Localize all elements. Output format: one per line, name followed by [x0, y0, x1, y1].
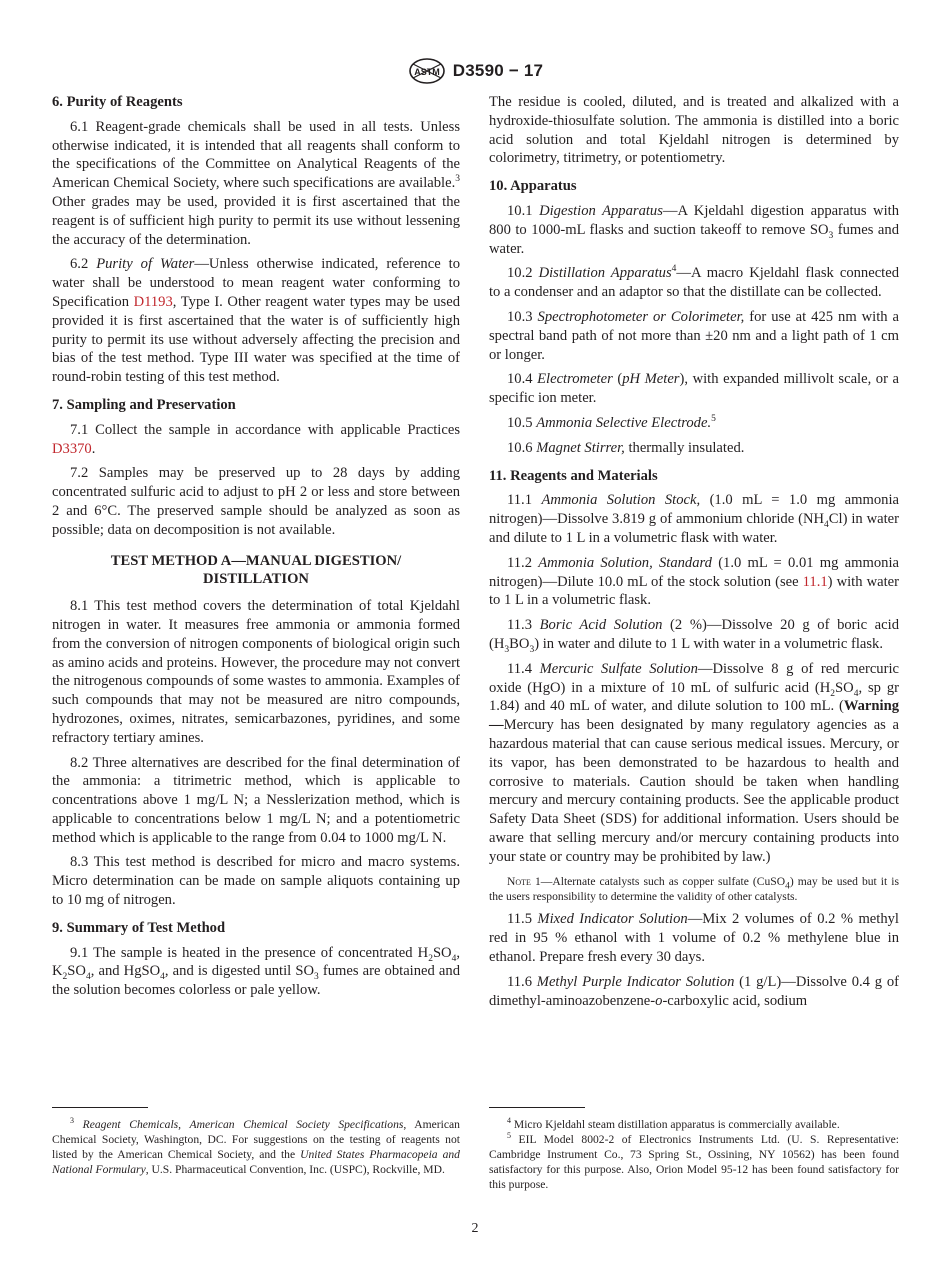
paragraph: 6.2 Purity of Water—Unless otherwise indicated, reference to water shall be understood to mean reagent water conforming to Specification D1193, Type I. Other reagent water types may be used provided it is first ascertained that the water is of sufficiently high purity to permit its use without adversely affecting the precision and bias of the test method. Type III water was specified at the time of round-robin testing of this test method. — [52, 256, 460, 386]
footnotes-right — [489, 1117, 899, 1192]
paragraph: 11.3 Boric Acid Solution (2 %)—Dissolve 20 g of boric acid $(H_3BO_3)$ in water and dilute to 1 L with water in a volumetric flask. — [489, 617, 899, 655]
footnotes-left — [52, 1117, 460, 1177]
svg-text:ASTM: ASTM — [414, 67, 440, 77]
section-heading: 7. Sampling and Preservation — [52, 396, 236, 413]
paragraph: 11.6 Methyl Purple Indicator Solution (1 g/L)—Dissolve 0.4 g of dimethyl-aminoazobenzene-o-carboxylic acid, sodium — [489, 973, 899, 1009]
paragraph: 11.4 Mercuric Sulfate Solution—Dissolve 8 g of red mercuric oxide (HgO) in a mixture of 10 mL of sulfuric acid ($H_2SO_4$, sp gr 1.84) and 40 mL of water, and dilute solution to 100 mL. (Warning—Mercury has been designated by many regulatory agencies as a hazardous material that can cause serious medical issues. Mercury, or its vapor, has been demonstrated to be hazardous to health and corrosive to materials. Caution should be taken when handling mercury and mercury containing products. See the applicable product Safety Data Sheet (SDS) for additional information. Users should be aware that selling mercury and/or mercury containing products into your state or country may be prohibited by law.) — [489, 660, 899, 865]
footnote: $^5$ EIL Model 8002-2 of Electronics Instruments Ltd. (U. S. Representative: Cambridge Instrument Co., 73 Spring St., Ossining, NY 10562) has been found satisfactory for this purpose. Also, Orion Model 95-12 has been found satisfactory for this purpose. — [489, 1131, 899, 1191]
paragraph: 7.1 Collect the sample in accordance with applicable Practices D3370. — [52, 421, 460, 457]
footnote-divider — [489, 1107, 585, 1108]
footnote: $^3$ Reagent Chemicals, American Chemical Society Specifications, American Chemical Society, Washington, DC. For suggestions on the testing of reagents not listed by the American Chemical Society, and the United States Pharmacopeia and National Formulary, U.S. Pharmaceutical Convention, Inc. (USPC), Rockville, MD. — [52, 1116, 460, 1176]
paragraph: 11.1 Ammonia Solution Stock, (1.0 mL = 1.0 mg ammonia nitrogen)—Dissolve 3.819 g of ammonium chloride $(NH_4Cl)$ in water and dilute to 1 L in a volumetric flask with water. — [489, 492, 899, 546]
paragraph: 10.3 Spectrophotometer or Colorimeter, for use at 425 nm with a spectral band path of not more than ±20 nm and a light path of 1 cm or longer. — [489, 308, 900, 363]
paragraph: 11.2 Ammonia Solution, Standard (1.0 mL = 0.01 mg ammonia nitrogen)—Dilute 10.0 mL of the stock solution (see 11.1) with water to 1 L in a volumetric flask. — [489, 554, 899, 609]
paragraph: 8.2 Three alternatives are described for the final determination of the ammonia: a titrimetric method, which is applicable to concentrations above 1 mg/L N; a Nesslerization method, which is applicable to concentrations below 1 mg/L N; and a potentiometric method which is applicable to the range from 0.04 to 1000 mg/L N. — [52, 754, 460, 846]
footnote-ref[interactable]: 3 — [455, 174, 460, 185]
paragraph: 7.2 Samples may be preserved up to 28 days by adding concentrated sulfuric acid to adjust to pH 2 or less and store between 2 and 6°C. The preserved sample should be analyzed as soon as possible; data on decomposition is not available. — [52, 465, 460, 538]
paragraph: 8.1 This test method covers the determination of total Kjeldahl nitrogen in water. It measures free ammonia or ammonia formed from the conversion of nitrogen components of biological origin such as amino acids and proteins. However, the procedure may not convert the nitrogenous compounds of some wastes to ammonia. Examples of such compounds that may not be measured are nitro compounds, hydrozones, oximes, nitrates, semicarbazones, pyridines, and some refractory tertiary amines. — [52, 598, 460, 746]
paragraph: 11.5 Mixed Indicator Solution—Mix 2 volumes of 0.2 % methyl red in 95 % ethanol with 1 volume of 0.2 % methylene blue in ethanol. Prepare fresh every 30 days. — [489, 911, 899, 966]
right-column — [489, 93, 899, 1016]
astm-logo-icon — [407, 58, 447, 84]
paragraph: 8.3 This test method is described for micro and macro systems. Micro determination can be made on sample aliquots containing up to 10 mg of nitrogen. — [52, 854, 460, 909]
footnote-ref[interactable]: 5 — [711, 414, 716, 425]
paragraph: 10.2 Distillation Apparatus$^4$—A macro Kjeldahl flask connected to a condenser and an adaptor so that the distillate can be collected. — [489, 264, 899, 301]
paragraph: 10.4 Electrometer (pH Meter), with expanded millivolt scale, or a specific ion meter. — [489, 371, 900, 407]
section-heading: 6. Purity of Reagents — [52, 94, 183, 110]
standard-link[interactable]: D3370 — [52, 440, 92, 457]
paragraph: The residue is cooled, diluted, and is treated and alkalized with a hydroxide-thiosulfate solution. The ammonia is distilled into a boric acid solution and total Kjeldahl nitrogen is determined by colorimetry, titrimetry, or potentiometry. — [489, 94, 899, 167]
note: Note 1—Alternate catalysts such as copper sulfate (CuSO$_4$) may be used but it is the users responsibility to determine the validity of other catalysts. — [489, 875, 899, 904]
page-number: 2 — [471, 1221, 479, 1236]
page-header — [0, 56, 950, 86]
section-heading: 11. Reagents and Materials — [489, 467, 658, 484]
section-heading: 10. Apparatus — [489, 178, 577, 195]
footnote: $^4$ Micro Kjeldahl steam distillation apparatus is commercially available. — [507, 1116, 840, 1131]
method-title: TEST METHOD A—MANUAL DIGESTION/ DISTILLATION — [110, 552, 402, 588]
left-column — [52, 93, 460, 1006]
paragraph: 10.1 Digestion Apparatus—A Kjeldahl digestion apparatus with 800 to 1000-mL flasks and suction takeoff to remove $SO_3$ fumes and water. — [489, 202, 900, 257]
standard-link[interactable]: D1193 — [133, 293, 173, 310]
paragraph: 6.1 Reagent-grade chemicals shall be used in all tests. Unless otherwise indicated, it is intended that all reagents shall conform to the specifications of the Committee on Analytical Reagents of the American Chemical Society, where such specifications are available.$^3$ Other grades may be used, provided it is first ascertained that the reagent is of sufficient high purity to permit its use without lessening the accuracy of the determination. — [52, 118, 460, 248]
section-heading: 9. Summary of Test Method — [52, 919, 226, 936]
footnote-ref[interactable]: 4 — [671, 264, 677, 275]
document-designation: D3590 − 17 — [452, 61, 544, 80]
paragraph: 10.6 Magnet Stirrer, thermally insulated. — [507, 439, 745, 456]
footnote-divider — [52, 1107, 148, 1108]
paragraph: 9.1 The sample is heated in the presence of concentrated $H_2SO_4$, $K_2SO_4$, and HgSO$_4$, and is digested until $SO_3$ fumes are obtained and the solution becomes colorless or pale yellow. — [52, 944, 460, 999]
section-link[interactable]: 11.1 — [802, 573, 828, 590]
warning-label: Warning— — [489, 698, 899, 734]
paragraph: 10.5 Ammonia Selective Electrode.$^5$ — [507, 414, 716, 431]
